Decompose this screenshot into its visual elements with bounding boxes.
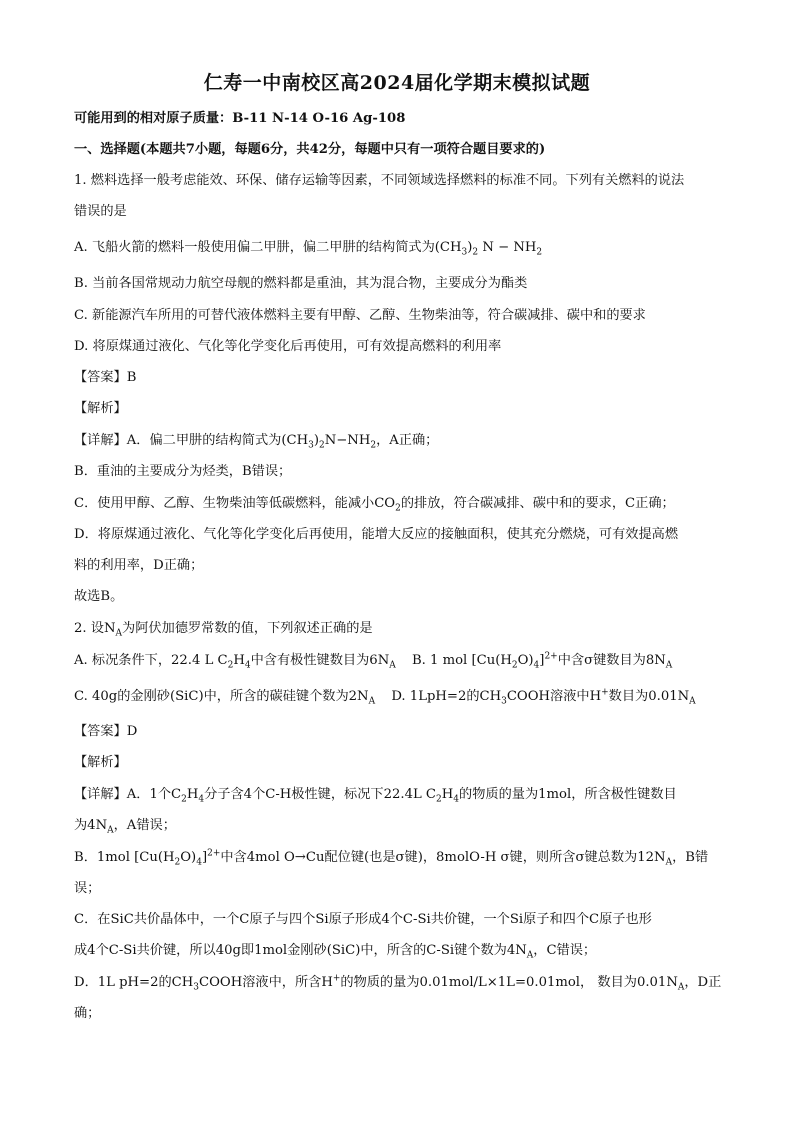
- q2-option-a: A. 标况条件下，22.4 L $C_2H_4$中含有极性键数目为$6N_A$: [74, 653, 396, 671]
- q2-explain-c-line2: 成4个C-Si共价键，所以40g即1mol金刚砂(SiC)中，所含的C-Si键个数为$4N_A$，C错误；: [74, 943, 597, 961]
- q2-explain-a-line2: 为$4N_A$，A错误；: [74, 818, 176, 836]
- q2-stem: 2. 设$N_A$为阿伏加德罗常数的值，下列叙述正确的是: [74, 621, 373, 639]
- q2-options-ab: [74, 651, 734, 671]
- q2-analysis-tag: 【解析】: [74, 755, 127, 770]
- q1-option-b: B. 当前各国常规动力航空母舰的燃料都是重油，其为混合物，主要成分为酯类: [74, 276, 528, 291]
- q2-option-b: B. 1 mol $[Cu(H_2O)_4]^{2+}$中含σ键数目为$8N_A$: [411, 651, 673, 671]
- q2-explain-d-line2: 确；: [74, 1006, 101, 1021]
- q1-option-c: C. 新能源汽车所用的可替代液体燃料主要有甲醇、乙醇、生物柴油等，符合碳减排、碳中和的要求: [74, 308, 646, 323]
- q1-answer: 【答案】B: [74, 370, 137, 385]
- q1-conclusion: 故选B。: [74, 589, 124, 604]
- q2-explain-b-line1: B．1mol $[Cu(H_2O)_4]^{2+}$中含4mol O→Cu配位键(也是σ键)，8molO-H σ键，则所含σ键总数为$12N_A$，B错: [74, 848, 709, 868]
- q1-explain-b: B．重油的主要成分为烃类，B错误；: [74, 464, 292, 479]
- q1-explain-d-line2: 料的利用率，D正确；: [74, 558, 204, 573]
- q1-explain-c: C．使用甲醇、乙醇、生物柴油等低碳燃料，能减小$CO_2$的排放，符合碳减排、碳中和的要求，C正确；: [74, 496, 675, 514]
- q1-explain-d-line1: D．将原煤通过液化、气化等化学变化后再使用，能增大反应的接触面积，使其充分燃烧，可有效提高燃: [74, 527, 679, 542]
- q2-option-d: D. 1LpH=2的$CH_3COOH$溶液中H+数目为$0.01N_A$: [391, 687, 696, 707]
- q1-explain-a: 【详解】A．偏二甲肼的结构简式为$(CH_3)_2N-NH_2$，A正确；: [74, 433, 439, 451]
- q2-explain-d-line1: D．1L pH=2的$CH_3COOH$溶液中，所含H+的物质的量为0.01mol/L×1L=0.01mol， 数目为$0.01N_A$，D正: [74, 973, 722, 993]
- q2-answer: 【答案】D: [74, 724, 138, 739]
- q1-stem-line2: 错误的是: [74, 204, 127, 219]
- q2-explain-b-line2: 误；: [74, 881, 101, 896]
- q2-explain-a-line1: 【详解】A．1个$C_2H_4$分子含4个C-H极性键，标况下22.4L $C_2H_4$的物质的量为1mol，所含极性键数目: [74, 787, 677, 805]
- q1-option-d: D. 将原煤通过液化、气化等化学变化后再使用，可有效提高燃料的利用率: [74, 339, 502, 354]
- q1-option-a: A. 飞船火箭的燃料一般使用偏二甲肼，偏二甲肼的结构简式为$(CH_3)_2$ $N - NH_2$: [74, 240, 543, 258]
- section-heading: 一、选择题(本题共7小题，每题6分，共42分，每题中只有一项符合题目要求的): [74, 142, 546, 157]
- q2-option-c: C. 40g的金刚砂(SiC)中，所含的碳硅键个数为$2N_A$: [74, 689, 376, 707]
- q1-analysis-tag: 【解析】: [74, 401, 127, 416]
- atomic-masses: 可能用到的相对原子质量：B-11 N-14 O-16 Ag-108: [74, 111, 406, 126]
- page-title: 仁寿一中南校区高2024届化学期末模拟试题: [203, 72, 591, 94]
- q2-options-cd: [74, 687, 734, 707]
- q1-stem-line1: 1. 燃料选择一般考虑能效、环保、储存运输等因素，不同领域选择燃料的标准不同。下列有关燃料的说法: [74, 173, 685, 188]
- q2-explain-c-line1: C．在SiC共价晶体中，一个C原子与四个Si原子形成4个C-Si共价键，一个Si原子和四个C原子也形: [74, 912, 652, 927]
